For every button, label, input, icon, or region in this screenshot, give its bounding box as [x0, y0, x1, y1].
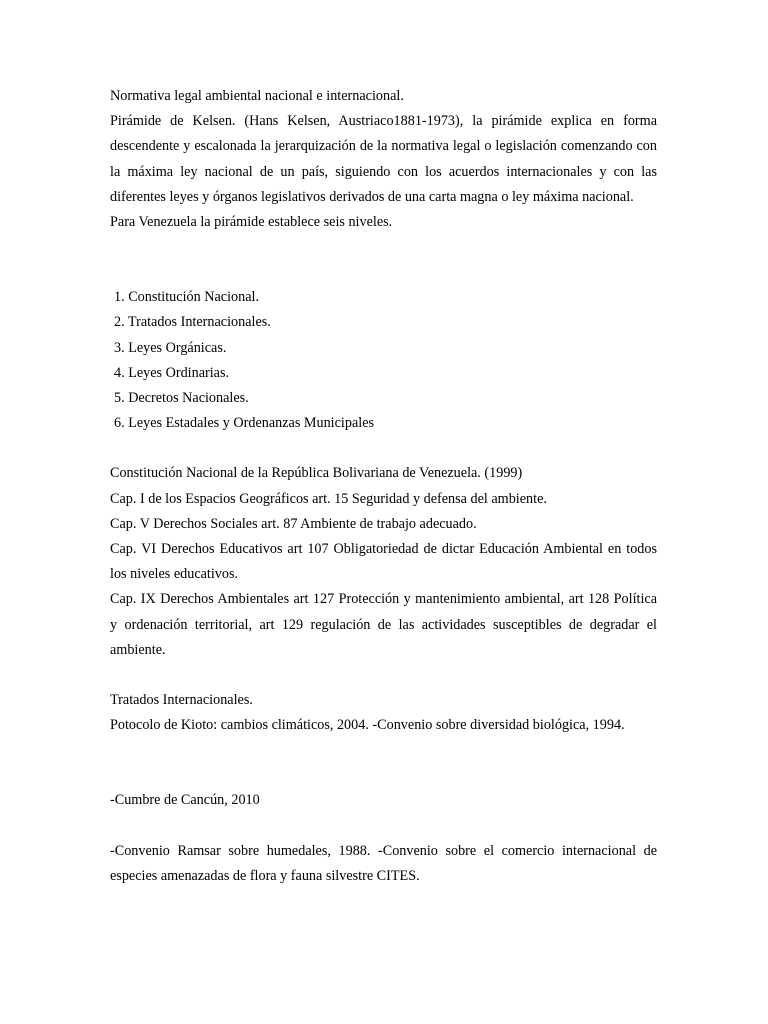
- spacer: [110, 814, 657, 839]
- list-item: 3. Leyes Orgánicas.: [114, 339, 227, 356]
- treaties-title: Tratados Internacionales.: [110, 692, 253, 709]
- chapter-5-line: Cap. V Derechos Sociales art. 87 Ambiente de trabajo adecuado.: [110, 515, 477, 532]
- list-item: 6. Leyes Estadales y Ordenanzas Municipales: [114, 415, 375, 432]
- document-heading: Normativa legal ambiental nacional e internacional.: [110, 88, 404, 104]
- kelsen-paragraph: Pirámide de Kelsen. (Hans Kelsen, Austriaco1881-1973), la pirámide explica en forma descendente y escalonada la jerarquización de la normativa legal o legislación comenzando con la máxima ley nacional de un país, siguiendo con los acuerdos internacionales y con las diferentes leyes y órganos legislativos derivados de una carta magna o ley máxima nacional.: [110, 113, 657, 205]
- kioto-paragraph: Potocolo de Kioto: cambios climáticos, 2004. -Convenio sobre diversidad biológica, 1994.: [110, 717, 625, 734]
- document-page: [110, 84, 657, 889]
- list-item: 2. Tratados Internacionales.: [114, 314, 271, 331]
- pyramid-levels-list: [110, 285, 657, 436]
- chapter-6-paragraph: Cap. VI Derechos Educativos art 107 Obligatoriedad de dictar Educación Ambiental en todos los niveles educativos.: [110, 541, 657, 583]
- spacer: [110, 235, 657, 285]
- list-item: 1. Constitución Nacional.: [114, 289, 260, 306]
- spacer: [110, 663, 657, 688]
- venezuela-levels-line: Para Venezuela la pirámide establece seis niveles.: [110, 214, 393, 231]
- chapter-1-line: Cap. I de los Espacios Geográficos art. 15 Seguridad y defensa del ambiente.: [110, 490, 547, 507]
- constitution-title: Constitución Nacional de la República Bolivariana de Venezuela. (1999): [110, 465, 523, 482]
- cancun-line: -Cumbre de Cancún, 2010: [110, 792, 260, 809]
- chapter-9-paragraph: Cap. IX Derechos Ambientales art 127 Protección y mantenimiento ambiental, art 128 Política y ordenación territorial, art 129 regulación de las actividades susceptibles de degradar el ambiente.: [110, 591, 657, 658]
- list-item: 4. Leyes Ordinarias.: [114, 364, 230, 381]
- list-item: 5. Decretos Nacionales.: [114, 390, 249, 407]
- spacer: [110, 436, 657, 461]
- ramsar-paragraph: -Convenio Ramsar sobre humedales, 1988. -Convenio sobre el comercio internacional de especies amenazadas de flora y fauna silvestre CITES.: [110, 842, 657, 884]
- spacer: [110, 738, 657, 788]
